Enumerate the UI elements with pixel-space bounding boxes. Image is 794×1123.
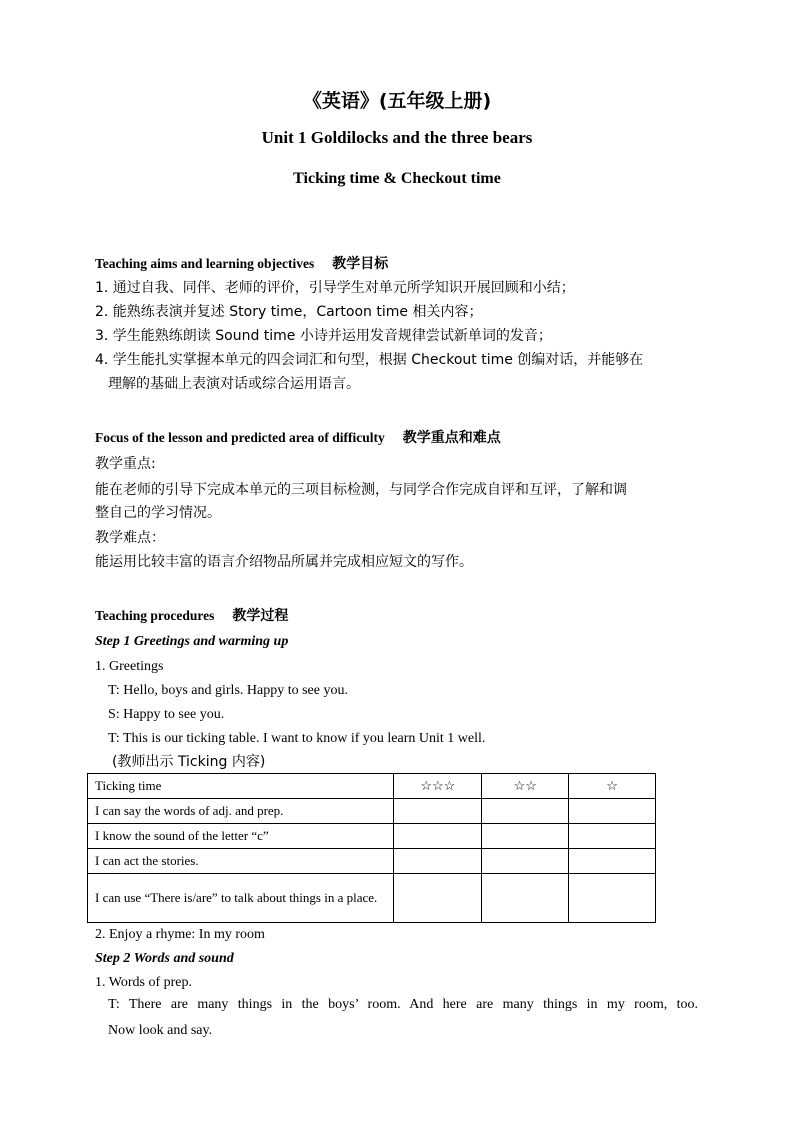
three-stars-header: ☆☆☆ [394, 774, 482, 799]
procedures-heading-en: Teaching procedures [95, 608, 215, 623]
table-header-row [88, 774, 656, 799]
rhyme-label: 2. Enjoy a rhyme: In my room [95, 927, 265, 942]
ticking-table [87, 773, 656, 923]
table-cell-criterion [88, 874, 394, 923]
aims-item-4-cont: 理解的基础上表演对话或综合运用语言。 [108, 376, 360, 392]
focus-heading-cn: 教学重点和难点 [402, 430, 501, 446]
teacher-line-1: T: There are many things in the boys’ room. And here are many things in my room, too. [108, 997, 698, 1012]
key-points-text-1: 能在老师的引导下完成本单元的三项目标检测，与同学合作完成自评和互评，了解和调 [95, 482, 627, 498]
words-prep-label: 1. Words of prep. [95, 975, 192, 990]
table-cell-empty[interactable] [482, 824, 569, 849]
table-cell-empty[interactable] [482, 799, 569, 824]
table-row [88, 849, 656, 874]
difficulty-text: 能运用比较丰富的语言介绍物品所属并完成相应短文的写作。 [95, 554, 473, 570]
greetings-label: 1. Greetings [95, 659, 164, 674]
procedures-heading-cn: 教学过程 [232, 608, 289, 624]
table-cell-criterion-text: I can use “There is/are” to talk about things in a place. [95, 890, 378, 905]
table-cell-empty[interactable] [482, 874, 569, 923]
table-cell-empty[interactable] [569, 799, 656, 824]
table-cell-empty[interactable] [394, 824, 482, 849]
focus-heading-en: Focus of the lesson and predicted area of difficulty [95, 430, 385, 445]
table-cell-empty[interactable] [394, 874, 482, 923]
table-cell-empty[interactable] [482, 849, 569, 874]
table-header-cell: Ticking time [88, 774, 394, 799]
table-row [88, 824, 656, 849]
one-star-header: ☆ [569, 774, 656, 799]
focus-heading [95, 428, 501, 448]
teacher-line-2: Now look and say. [108, 1023, 213, 1038]
dialog-line-2: S: Happy to see you. [108, 707, 225, 722]
two-stars-header: ☆☆ [482, 774, 569, 799]
table-cell-criterion: I can act the stories. [88, 849, 394, 874]
key-points-label: 教学重点: [95, 456, 156, 472]
aims-heading-cn: 教学目标 [332, 256, 389, 272]
show-ticking-note: (教师出示 Ticking 内容) [112, 754, 266, 770]
table-cell-criterion: I know the sound of the letter “c” [88, 824, 394, 849]
step-2-heading: Step 2 Words and sound [95, 951, 234, 966]
unit-title: Unit 1 Goldilocks and the three bears [261, 128, 533, 147]
dialog-line-1: T: Hello, boys and girls. Happy to see you. [108, 683, 348, 698]
difficulty-label: 教学难点： [95, 530, 165, 546]
table-cell-criterion: I can say the words of adj. and prep. [88, 799, 394, 824]
table-cell-empty[interactable] [569, 849, 656, 874]
aims-item-3: 3. 学生能熟练朗读 Sound time 小诗并运用发音规律尝试新单词的发音； [95, 328, 552, 344]
aims-heading-en: Teaching aims and learning objectives [95, 256, 315, 271]
table-row [88, 874, 656, 923]
table-row [88, 799, 656, 824]
page-title: 《英语》(五年级上册) [302, 90, 492, 112]
table-cell-empty[interactable] [394, 799, 482, 824]
key-points-text-2: 整自己的学习情况。 [95, 505, 221, 521]
table-cell-empty[interactable] [394, 849, 482, 874]
procedures-heading [95, 606, 288, 626]
aims-item-1: 1. 通过自我、同伴、老师的评价，引导学生对单元所学知识开展回顾和小结； [95, 280, 575, 296]
step-1-heading: Step 1 Greetings and warming up [95, 634, 289, 649]
table-cell-empty[interactable] [569, 874, 656, 923]
table-cell-empty[interactable] [569, 824, 656, 849]
aims-item-2: 2. 能熟练表演并复述 Story time，Cartoon time 相关内容； [95, 304, 483, 320]
lesson-subtitle: Ticking time & Checkout time [293, 170, 501, 187]
aims-item-4: 4. 学生能扎实掌握本单元的四会词汇和句型，根据 Checkout time 创编对话，并能够在 [95, 352, 644, 368]
dialog-line-3: T: This is our ticking table. I want to know if you learn Unit 1 well. [108, 731, 486, 746]
aims-heading [95, 254, 388, 274]
